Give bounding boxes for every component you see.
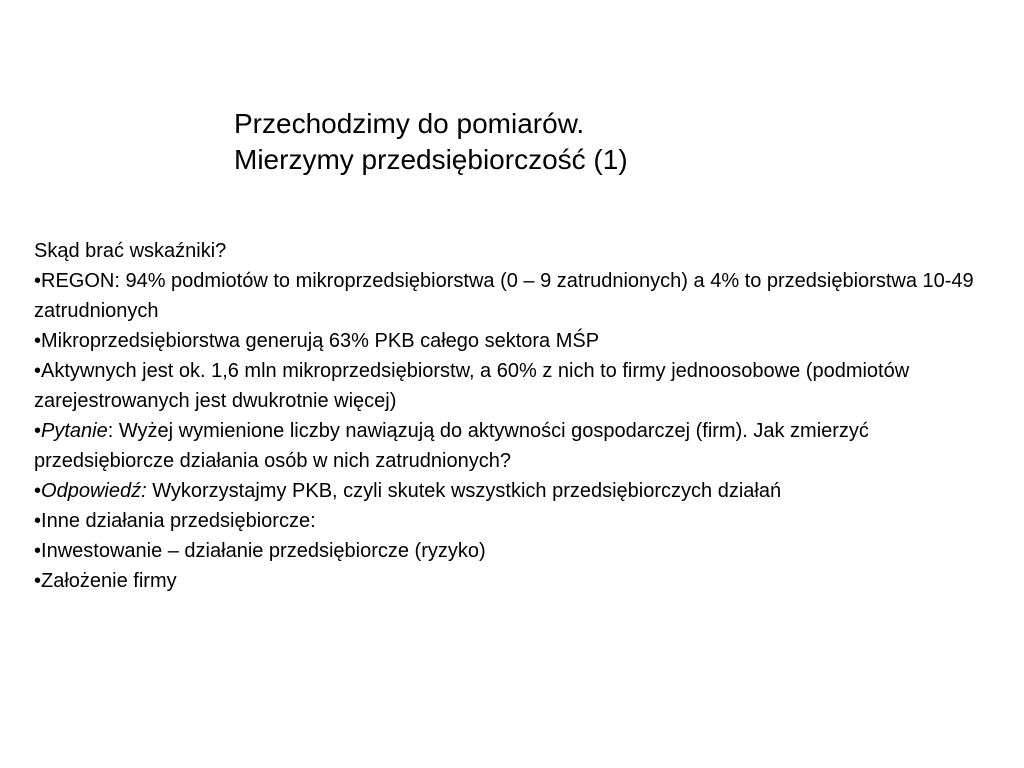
bullet-mark: • — [34, 480, 42, 502]
bullet-question — [34, 416, 1009, 476]
bullet-mark: • — [34, 420, 42, 442]
slide-body — [34, 236, 1009, 596]
bullet-regon-text: REGON: 94% podmiotów to mikroprzedsiębiorstwa (0 – 9 zatrudnionych) a 4% to przedsiębiorstwa 10-49 zatrudnionych — [34, 270, 974, 322]
bullet-active-firms — [34, 356, 1009, 416]
bullet-investing-text: Inwestowanie – działanie przedsiębiorcze (ryzyko) — [41, 540, 486, 562]
answer-text: Wykorzystajmy PKB, czyli skutek wszystkich przedsiębiorczych działań — [146, 480, 782, 502]
bullet-investing — [34, 536, 1009, 566]
bullet-mark: • — [34, 540, 42, 562]
bullet-pkb-share — [34, 326, 1009, 356]
bullet-founding-firm — [34, 566, 1009, 596]
bullet-mark: • — [34, 570, 42, 592]
bullet-answer — [34, 476, 1009, 506]
bullet-active-firms-text: Aktywnych jest ok. 1,6 mln mikroprzedsiębiorstw, a 60% z nich to firmy jednoosobowe (podmiotów zarejestrowanych jest dwukrotnie więcej) — [34, 360, 910, 412]
slide-title — [234, 106, 994, 178]
bullet-other-activities — [34, 506, 1009, 536]
slide-title-line-1: Przechodzimy do pomiarów. — [234, 108, 585, 139]
bullet-mark: • — [34, 360, 42, 382]
bullet-founding-firm-text: Założenie firmy — [41, 570, 177, 592]
bullet-mark: • — [34, 510, 42, 532]
bullet-regon — [34, 266, 1009, 326]
question-text: : Wyżej wymienione liczby nawiązują do aktywności gospodarczej (firm). Jak zmierzyć przedsiębiorcze działania osób w nich zatrudnionych? — [34, 420, 869, 472]
bullet-mark: • — [34, 270, 42, 292]
answer-label: Odpowiedź: — [41, 480, 147, 502]
bullet-other-activities-text: Inne działania przedsiębiorcze: — [41, 510, 316, 532]
bullet-mark: • — [34, 330, 42, 352]
intro-question: Skąd brać wskaźniki? — [34, 240, 227, 262]
bullet-pkb-share-text: Mikroprzedsiębiorstwa generują 63% PKB całego sektora MŚP — [41, 330, 600, 352]
question-label: Pytanie — [41, 420, 108, 442]
slide-title-line-2: Mierzymy przedsiębiorczość (1) — [234, 144, 628, 175]
